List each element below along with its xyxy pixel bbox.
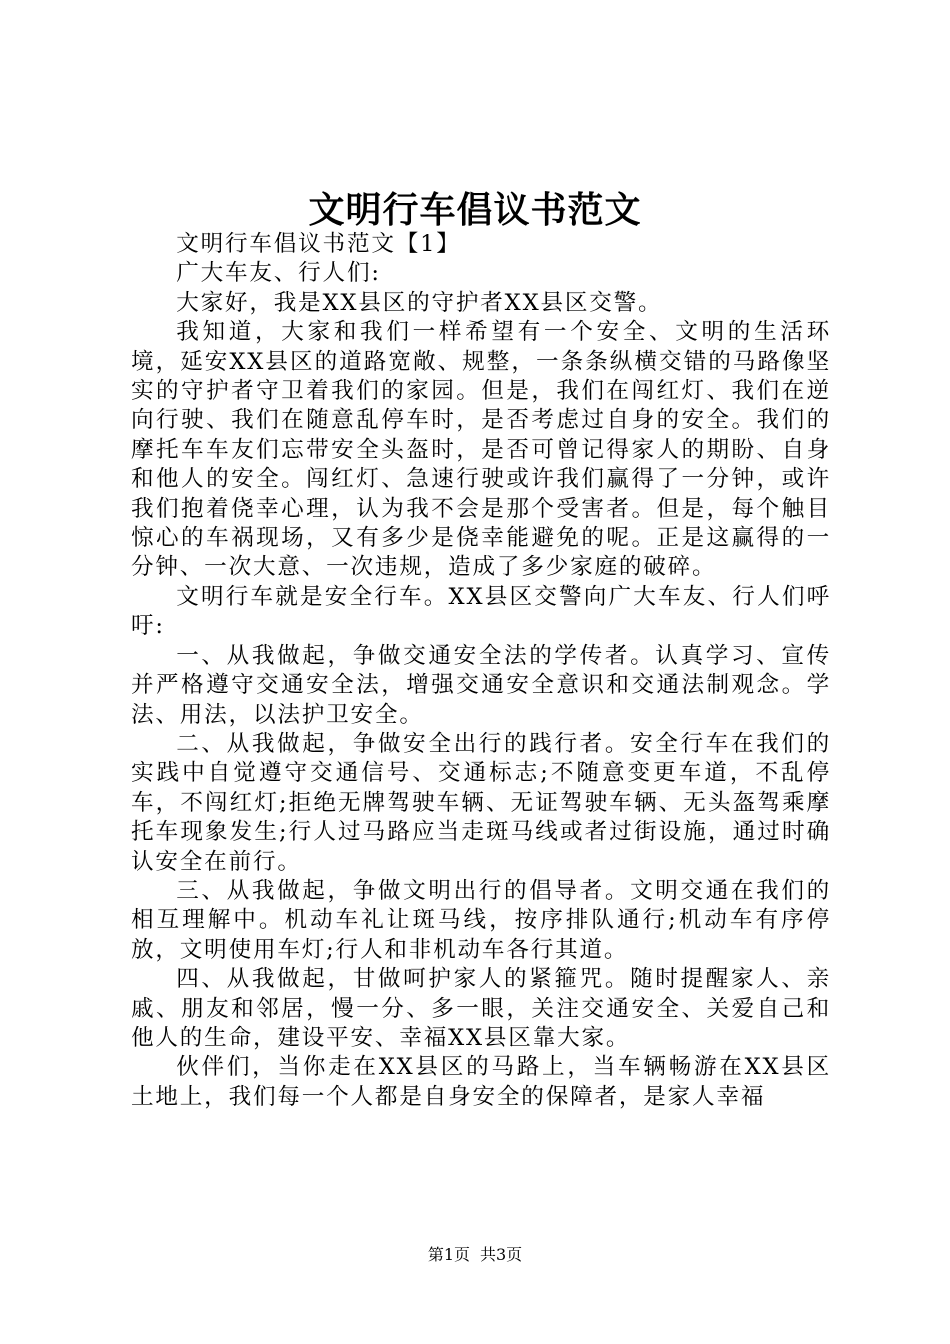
page-total: 共3页 <box>480 1245 523 1264</box>
paragraph-point-4: 四、从我做起，甘做呵护家人的紧箍咒。随时提醒家人、亲戚、朋友和邻居，慢一分、多一眼，关注交通安全、关爱自己和他人的生命，建设平安、幸福XX县区靠大家。 <box>131 966 831 1051</box>
paragraph-heading: 文明行车倡议书范文【1】 <box>176 231 461 257</box>
document-body <box>131 230 831 1112</box>
paragraph-salutation: 广大车友、行人们: <box>176 260 381 287</box>
paragraph-body: 我知道，大家和我们一样希望有一个安全、文明的生活环境，延安XX县区的道路宽敞、规整，一条条纵横交错的马路像坚实的守护者守卫着我们的家园。但是，我们在闯红灯、我们在逆向行驶、我们在随意乱停车时，是否考虑过自身的安全。我们的摩托车车友们忘带安全头盔时，是否可曾记得家人的期盼、自身和他人的安全。闯红灯、急速行驶或许我们赢得了一分钟，或许我们抱着侥幸心理，认为我不会是那个受害者。但是，每个触目惊心的车祸现场，又有多少是侥幸能避免的呢。正是这赢得的一分钟、一次大意、一次违规，造成了多少家庭的破碎。 <box>131 319 831 581</box>
paragraph-greeting: 大家好，我是XX县区的守护者XX县区交警。 <box>176 289 663 316</box>
paragraph-point-2: 二、从我做起，争做安全出行的践行者。安全行车在我们的实践中自觉遵守交通信号、交通标志;不随意变更车道，不乱停车，不闯红灯;拒绝无牌驾驶车辆、无证驾驶车辆、无头盔驾乘摩托车现象发生;行人过马路应当走斑马线或者过街设施，通过时确认安全在前行。 <box>131 730 831 875</box>
page-number: 第1页 <box>427 1245 470 1264</box>
paragraph-point-3: 三、从我做起，争做文明出行的倡导者。文明交通在我们的相互理解中。机动车礼让斑马线，按序排队通行;机动车有序停放，文明使用车灯;行人和非机动车各行其道。 <box>131 877 831 963</box>
document-title: 文明行车倡议书范文 <box>308 189 642 231</box>
paragraph-appeal: 文明行车就是安全行车。XX县区交警向广大车友、行人们呼吁: <box>131 583 831 640</box>
paragraph-point-1: 一、从我做起，争做交通安全法的学传者。认真学习、宣传并严格遵守交通安全法，增强交通安全意识和交通法制观念。学法、用法，以法护卫安全。 <box>131 642 831 728</box>
paragraph-closing: 伙伴们，当你走在XX县区的马路上，当车辆畅游在XX县区土地上，我们每一个人都是自身安全的保障者，是家人幸福 <box>131 1054 831 1110</box>
page-footer <box>0 1244 950 1266</box>
